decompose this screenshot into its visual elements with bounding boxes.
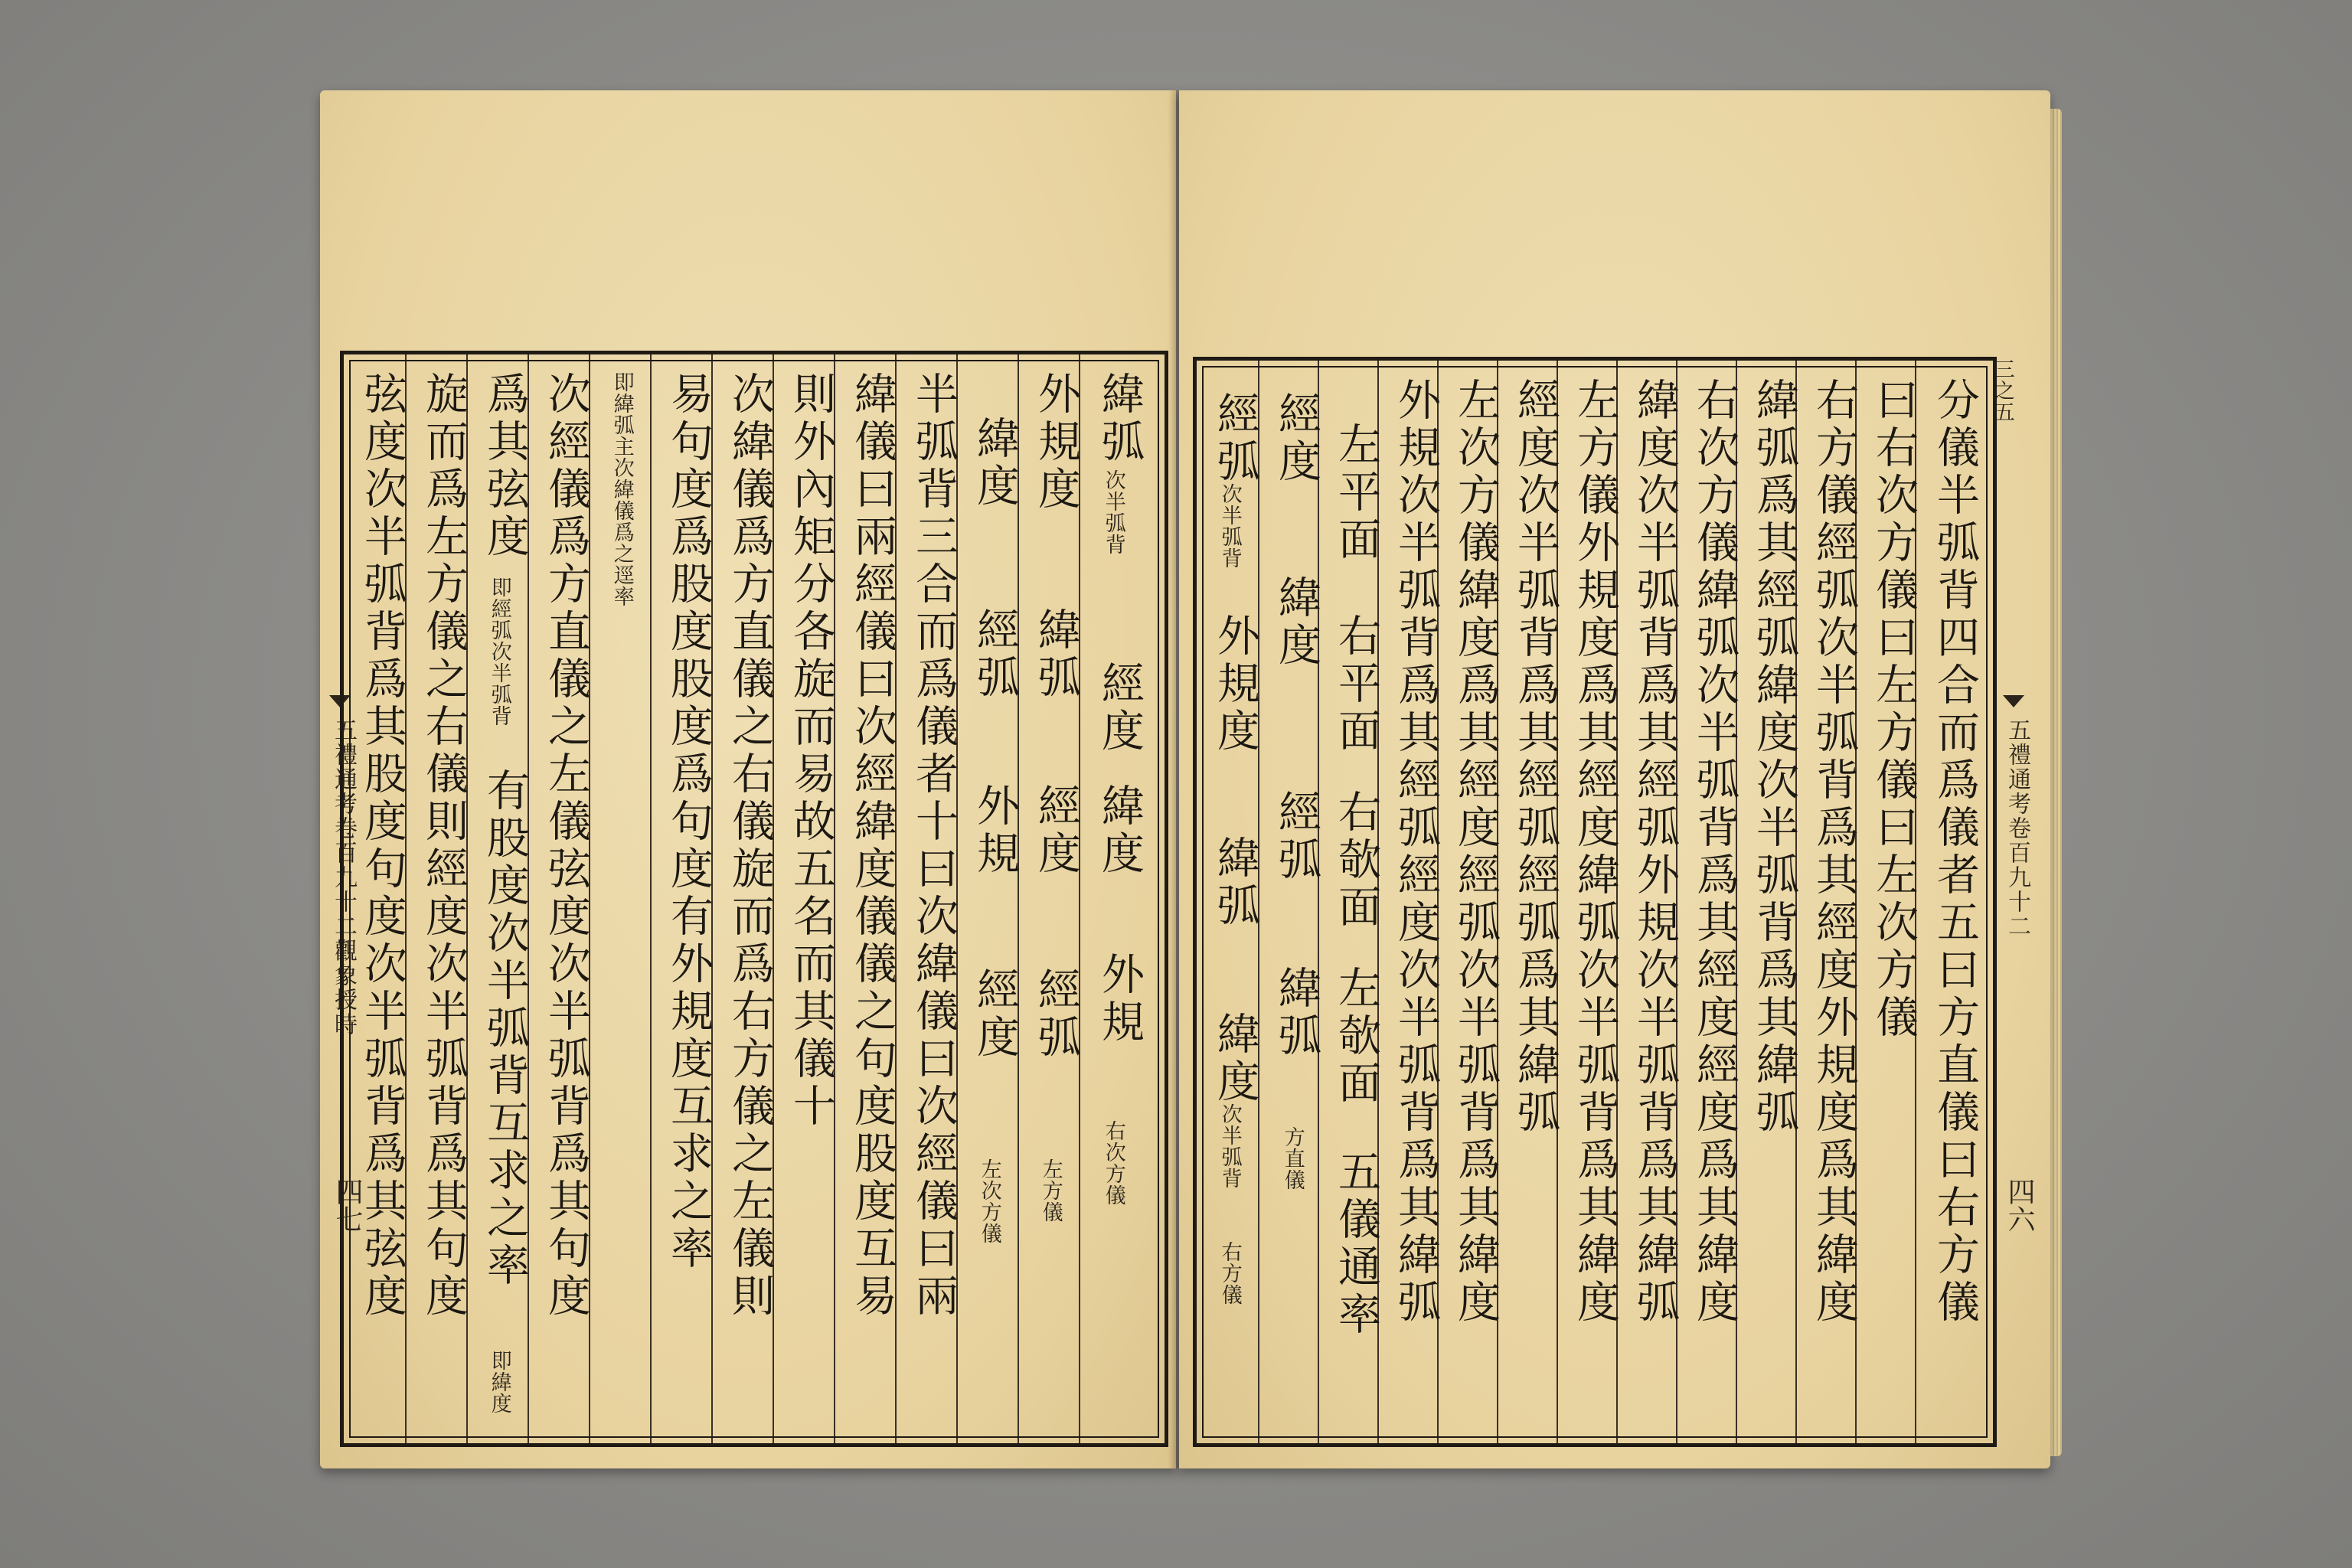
- fish-tail-mark-right: [2003, 695, 2024, 707]
- right-text-frame: [1193, 357, 1997, 1447]
- left-margin-title: 五禮通考卷百九十二觀象授時: [330, 718, 357, 1037]
- right-col-12-b: 緯度: [1272, 575, 1321, 670]
- left-col-1-note: 次半弧背: [1101, 469, 1125, 555]
- left-col-8: 易句度爲股度股度爲句度有外規度互求之率: [664, 371, 714, 1273]
- left-col-1-d: 外規: [1095, 952, 1145, 1047]
- left-col-2-b: 緯弧: [1031, 607, 1081, 702]
- left-col-3-b: 經弧: [970, 607, 1020, 702]
- left-col-11: 爲其弦度: [480, 371, 530, 561]
- right-col-13-note3: 右方儀: [1217, 1241, 1242, 1305]
- right-col-13: 經弧: [1210, 391, 1260, 486]
- right-col-8: 經度次半弧背爲其經弧經弧爲其緯弧: [1511, 377, 1560, 1137]
- right-col-12-c: 經弧: [1272, 789, 1321, 884]
- right-col-4: 緯弧爲其經弧緯度次半弧背爲其緯弧: [1749, 377, 1799, 1137]
- left-col-11-note2: 即緯度: [487, 1350, 511, 1414]
- left-page: [320, 90, 1176, 1468]
- left-col-1: 緯弧: [1095, 371, 1145, 466]
- right-col-11-e: 五儀通率: [1331, 1149, 1381, 1339]
- left-col-2-d: 經弧: [1031, 967, 1081, 1062]
- left-col-3: 緯度: [970, 416, 1020, 511]
- left-col-2: 外規度: [1031, 371, 1081, 514]
- right-col-13-b: 外規度: [1210, 613, 1260, 756]
- right-col-12-d: 緯弧: [1272, 965, 1321, 1060]
- right-col-13-c: 緯弧: [1210, 835, 1260, 930]
- left-col-12: 旋而爲左方儀之右儀則經度次半弧背爲其句度: [419, 371, 469, 1321]
- right-col-11-d: 左欹面: [1331, 965, 1381, 1108]
- right-col-5: 右次方儀緯弧次半弧背爲其經度經度爲其緯度: [1690, 377, 1740, 1327]
- left-col-2-c: 經度: [1031, 783, 1081, 878]
- left-col-1-c: 緯度: [1095, 783, 1145, 878]
- right-col-3: 右方儀經弧次半弧背爲其經度外規度爲其緯度: [1809, 377, 1859, 1327]
- left-text-frame: [340, 351, 1168, 1447]
- left-col-10: 次經儀爲方直儀之左儀弦度次半弧背爲其句度: [541, 371, 591, 1321]
- open-book: [320, 90, 2050, 1476]
- right-col-6: 緯度次半弧背爲其經弧外規次半弧背爲其緯弧: [1630, 377, 1680, 1327]
- left-col-1-b: 經度: [1095, 661, 1145, 756]
- left-col-1-note2: 右次方儀: [1101, 1120, 1125, 1206]
- left-col-3-d: 經度: [970, 967, 1020, 1062]
- right-col-13-note2: 次半弧背: [1217, 1103, 1242, 1189]
- left-col-13: 弦度次半弧背爲其股度句度次半弧背爲其弦度: [358, 371, 407, 1321]
- left-col-4: 半弧背三合而爲儀者十曰次緯儀曰次經儀曰兩: [909, 371, 959, 1321]
- right-col-11-b: 右平面: [1331, 613, 1381, 756]
- left-page-number: 四七: [332, 1178, 363, 1233]
- right-margin-title: 五禮通考卷百九十二: [2004, 718, 2030, 939]
- left-col-6: 則外內矩分各旋而易故五名而其儀十: [786, 371, 836, 1131]
- right-col-9: 左次方儀緯度爲其經度經弧次半弧背爲其緯度: [1451, 377, 1501, 1327]
- right-col-13-note: 次半弧背: [1217, 483, 1242, 569]
- right-page-number: 四六: [2004, 1178, 2035, 1233]
- right-col-12: 經度: [1272, 391, 1321, 486]
- right-col-7: 左方儀外規度爲其經度緯弧次半弧背爲其緯度: [1570, 377, 1620, 1327]
- left-col-3-c: 外規: [970, 783, 1020, 878]
- left-col-5: 緯儀曰兩經儀曰次經緯度儀儀之句度股度互易: [848, 371, 897, 1321]
- right-col-11: 左平面: [1331, 422, 1381, 564]
- right-page: [1179, 90, 2050, 1468]
- right-col-13-d: 緯度: [1210, 1011, 1260, 1106]
- left-col-3-note: 左次方儀: [977, 1158, 1001, 1244]
- right-col-2: 曰右次方儀曰左方儀曰左次方儀: [1869, 377, 1919, 1042]
- left-col-9-note: 即緯弧主次緯儀爲之逕率: [609, 371, 634, 607]
- left-col-11-b: 有股度次半弧背互求之率: [480, 768, 530, 1290]
- left-col-11-note: 即經弧次半弧背: [487, 577, 511, 727]
- left-col-2-note: 左方儀: [1038, 1158, 1063, 1223]
- right-col-1: 分儀半弧背四合而爲儀者五曰方直儀曰右方儀: [1930, 377, 1980, 1327]
- left-col-7: 次緯儀爲方直儀之右儀旋而爲右方儀之左儀則: [725, 371, 775, 1321]
- right-col-11-c: 右欹面: [1331, 789, 1381, 932]
- right-top-note: 三之五: [1990, 358, 2014, 423]
- right-col-12-note: 方直儀: [1280, 1126, 1305, 1191]
- right-col-10: 外規次半弧背爲其經弧經度次半弧背爲其緯弧: [1391, 377, 1441, 1327]
